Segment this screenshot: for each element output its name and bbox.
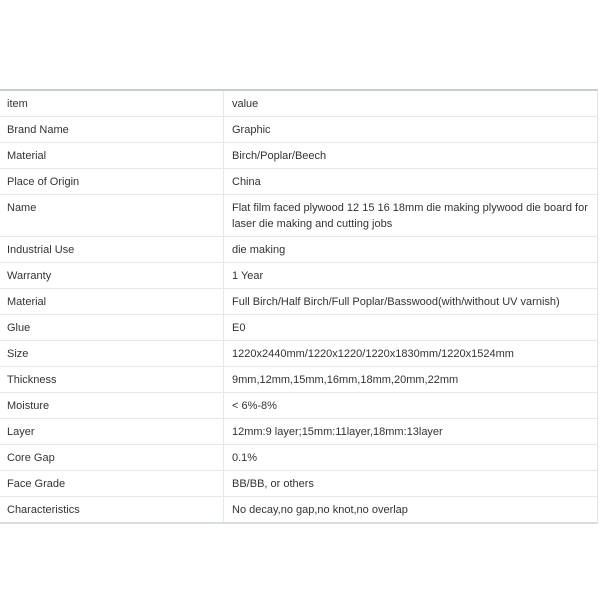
- row-item: Warranty: [0, 263, 224, 288]
- row-item: Industrial Use: [0, 237, 224, 262]
- table-row: [0, 117, 597, 143]
- row-value: 1 Year: [232, 270, 264, 282]
- row-value: China: [232, 176, 261, 188]
- table-row: [0, 263, 597, 289]
- table-row: [0, 237, 597, 263]
- header-item: item: [0, 91, 224, 116]
- row-item: Material: [0, 143, 224, 168]
- row-item: Characteristics: [0, 497, 224, 522]
- table-row: [0, 195, 597, 237]
- table-row: [0, 341, 597, 367]
- row-value: die making: [232, 244, 286, 256]
- row-item: Moisture: [0, 393, 224, 418]
- row-item: Layer: [0, 419, 224, 444]
- table-row: [0, 315, 597, 341]
- table-row: [0, 367, 597, 393]
- table-row: [0, 445, 597, 471]
- row-value: 12mm:9 layer;15mm:11layer,18mm:13layer: [232, 426, 443, 438]
- row-value: < 6%-8%: [232, 400, 277, 412]
- row-item: Thickness: [0, 367, 224, 392]
- row-item: Face Grade: [0, 471, 224, 496]
- row-value: BB/BB, or others: [232, 478, 314, 490]
- row-value: Birch/Poplar/Beech: [232, 150, 327, 162]
- row-item: Material: [0, 289, 224, 314]
- row-value: 1220x2440mm/1220x1220/1220x1830mm/1220x1524mm: [232, 348, 514, 360]
- row-item: Brand Name: [0, 117, 224, 142]
- spec-table: [0, 89, 598, 524]
- table-row: [0, 289, 597, 315]
- row-value: Flat film faced plywood 12 15 16 18mm die making plywood die board for laser die making and cutting jobs: [232, 202, 588, 230]
- table-row: [0, 497, 597, 522]
- row-value: No decay,no gap,no knot,no overlap: [232, 504, 408, 516]
- row-item: Core Gap: [0, 445, 224, 470]
- row-item: Place of Origin: [0, 169, 224, 194]
- header-value: value: [232, 98, 259, 110]
- table-row: [0, 471, 597, 497]
- row-value: 0.1%: [232, 452, 258, 464]
- row-value: E0: [232, 322, 246, 334]
- row-value: 9mm,12mm,15mm,16mm,18mm,20mm,22mm: [232, 374, 459, 386]
- row-item: Name: [0, 195, 224, 236]
- table-header-row: [0, 91, 597, 117]
- table-row: [0, 419, 597, 445]
- row-value: Full Birch/Half Birch/Full Poplar/Basswood(with/without UV varnish): [232, 296, 560, 308]
- table-row: [0, 143, 597, 169]
- table-row: [0, 393, 597, 419]
- row-value: Graphic: [232, 124, 271, 136]
- row-item: Glue: [0, 315, 224, 340]
- row-item: Size: [0, 341, 224, 366]
- table-row: [0, 169, 597, 195]
